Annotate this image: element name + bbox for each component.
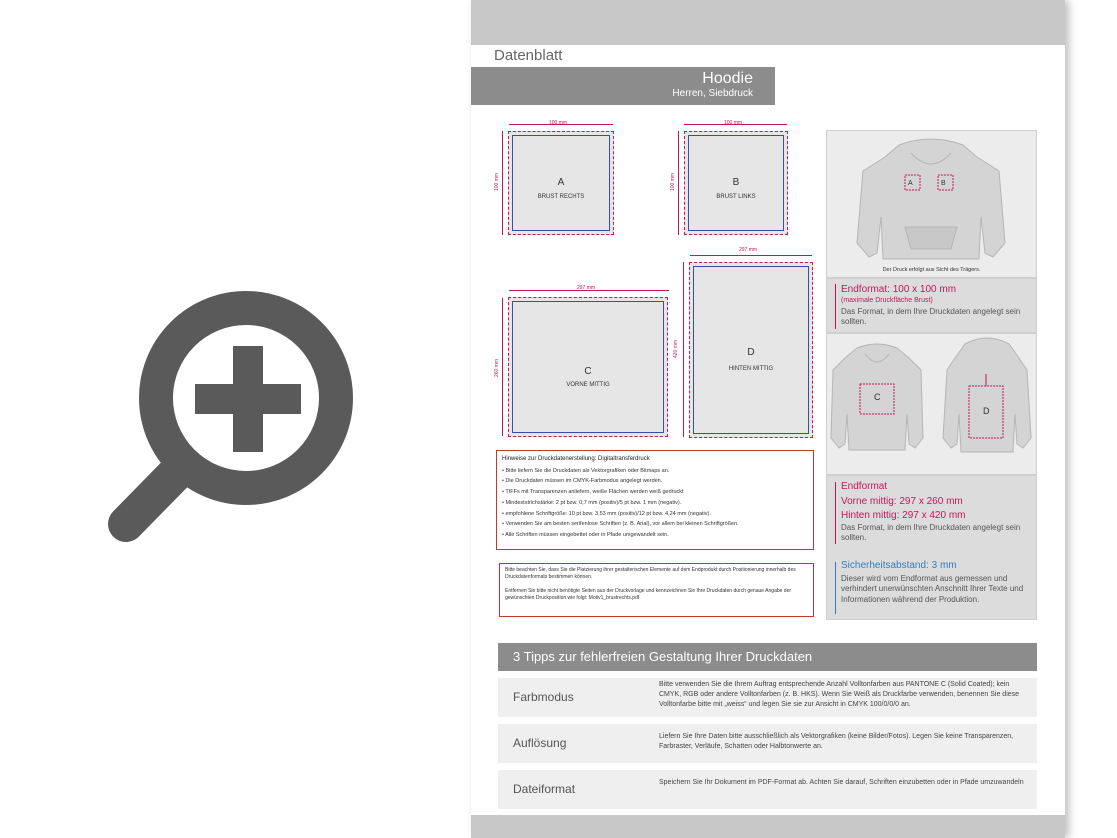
dimension-line xyxy=(502,131,503,235)
hint-item: • Mindeststrichstärke: 2 pt bzw. 0,7 mm (positiv)/5 pt bzw. 1 mm (negativ). xyxy=(502,499,682,506)
hint-item: • Alle Schriften müssen eingebettet oder in Pfade umgewandelt sein. xyxy=(502,532,669,538)
hoodie-area-a: A xyxy=(908,180,913,187)
tips-title: 3 Tipps zur fehlerfreien Gestaltung Ihrer Druckdaten xyxy=(498,643,1037,671)
dimension-line xyxy=(678,131,679,235)
endformat-title: Endformat: 100 x 100 mm xyxy=(841,284,957,295)
hint-item: • Verwenden Sie am besten serifenlose Schriften (z. B. Arial), vor allem bei kleinen Schriftgrößen. xyxy=(502,521,739,528)
hint-item: • Die Druckdaten müssen im CMYK-Farbmodus angelegt werden. xyxy=(502,478,663,485)
print-area-letter: C xyxy=(584,366,592,377)
tip-label: Auflösung xyxy=(513,736,567,750)
tip-label: Dateiformat xyxy=(513,782,576,796)
hoodie-area-b: B xyxy=(941,180,946,187)
product-title-bar xyxy=(471,67,775,105)
top-band xyxy=(471,0,1065,45)
print-area-d xyxy=(689,262,813,438)
product-title: Hoodie xyxy=(702,70,753,87)
datasheet-page xyxy=(471,0,1065,838)
endformat-text: Das Format, in dem Ihre Druckdaten angelegt sein sollten. xyxy=(841,307,1021,327)
dimension-line xyxy=(683,262,684,437)
dimension-width-b: 100 mm xyxy=(724,120,743,126)
hoodie-front-back-panel xyxy=(826,333,1037,475)
endformat-front: Vorne mittig: 297 x 260 mm xyxy=(841,496,963,507)
endformat-panel-2 xyxy=(826,475,1037,620)
tip-row-file-format xyxy=(498,770,1037,809)
hoodie-caption: Der Druck erfolgt aus Sicht des Trägers. xyxy=(882,267,981,273)
tip-text: Speichern Sie Ihr Dokument im PDF-Format ab. Achten Sie darauf, Schriften einzubetten oder in Pfade umzuwandeln xyxy=(659,779,1024,786)
endformat-title: Endformat xyxy=(841,481,888,492)
hoodie-front-back-illustration xyxy=(827,334,1036,474)
hoodie-front-illustration xyxy=(827,131,1036,277)
hoodie-area-c: C xyxy=(874,392,881,402)
hints-title: Hinweise zur Druckdatenerstellung: Digitaltransferdruck xyxy=(502,456,650,462)
note-paragraph: Entfernen Sie bitte nicht benötigte Seiten aus der Druckvorlage und kennzeichnen Sie Ihre Druckdaten durch genaue Angabe der gewünschten Druckposition wie folgt: Motiv1_brustrechts.pdf xyxy=(505,587,792,601)
safety-text: Dieser wird vom Endformat aus gemessen und verhindert unerwünschten Anschnitt Ihrer Texte und Informationen während der Produktion. xyxy=(841,574,1024,604)
endformat-text: Das Format, in dem Ihre Druckdaten angelegt sein sollten. xyxy=(841,523,1021,543)
hint-item: • empfohlene Schriftgröße: 10 pt bzw. 3,53 mm (positiv)/12 pt bzw. 4,24 mm (negativ). xyxy=(502,510,711,517)
tip-row-resolution xyxy=(498,724,1037,763)
print-area-b xyxy=(684,131,788,235)
dimension-height-a: 100 mm xyxy=(494,172,501,192)
print-area-letter: B xyxy=(732,177,740,188)
hoodie-front-panel xyxy=(826,130,1037,278)
hints-box xyxy=(496,450,814,550)
datasheet-tab: Datenblatt xyxy=(471,45,591,67)
print-area-a xyxy=(508,131,614,235)
tip-label: Farbmodus xyxy=(513,690,574,704)
print-area-letter: D xyxy=(747,347,755,358)
tip-text: Bitte verwenden Sie die Ihrem Auftrag entsprechende Anzahl Volltonfarben aus PANTONE C (Solid Coated); kein CMYK, RGB oder andere Volltonfarben (z. B. HKS). Wenn Sie Weiß als Druckfarbe verwenden, benennen Sie diese Volltonfarbe bitte mit „weiss“ und legen Sie sie zur Ansicht in CMYK 100/0/0/0 an. xyxy=(659,681,1020,709)
print-area-c xyxy=(508,297,668,437)
safety-title: Sicherheitsabstand: 3 mm xyxy=(841,560,957,571)
dimension-width-d: 297 mm xyxy=(739,247,758,253)
product-subtitle: Herren, Siebdruck xyxy=(672,88,753,99)
print-area-label: VORNE MITTIG xyxy=(566,382,610,388)
dimension-height-d: 420 mm xyxy=(673,339,680,359)
tip-row-color-mode xyxy=(498,678,1037,717)
endformat-subtitle: (maximale Druckfläche Brust) xyxy=(841,297,933,304)
dimension-width-c: 297 mm xyxy=(577,285,596,291)
zoom-in-magnifier-icon[interactable] xyxy=(105,264,355,544)
dimension-height-b: 100 mm xyxy=(670,172,677,192)
print-area-letter: A xyxy=(557,177,565,188)
note-box xyxy=(499,563,814,617)
hint-item: • Bitte liefern Sie die Druckdaten als Vektorgrafiken oder Bitmaps an. xyxy=(502,467,670,474)
print-area-label: HINTEN MITTIG xyxy=(728,366,774,372)
dimension-line xyxy=(690,255,812,256)
tip-text: Liefern Sie Ihre Daten bitte ausschließlich als Vektorgrafiken (keine Bilder/Fotos). Legen Sie keine Transparenzen, Farbraster, Verläufe, Schatten oder Halbtonwerte an. xyxy=(659,733,1014,751)
dimension-height-c: 260 mm xyxy=(494,358,501,378)
note-paragraph: Bitte beachten Sie, dass Sie die Platzierung ihrer gestalterischen Elemente auf dem Endprodukt durch Positionierung innerhalb des Druckdatenformats bestimmen können. xyxy=(505,567,796,581)
hoodie-area-d: D xyxy=(983,406,990,416)
dimension-width-a: 100 mm xyxy=(549,120,568,126)
bottom-band xyxy=(471,815,1065,838)
endformat-panel-1 xyxy=(826,278,1037,333)
print-area-label: BRUST RECHTS xyxy=(537,194,585,200)
print-area-label: BRUST LINKS xyxy=(716,194,756,200)
dimension-line xyxy=(502,298,503,436)
hint-item: • TIFFs mit Transparenzen anliefern, weiße Flächen werden weiß gedruckt xyxy=(502,489,684,496)
endformat-back: Hinten mittig: 297 x 420 mm xyxy=(841,510,966,521)
